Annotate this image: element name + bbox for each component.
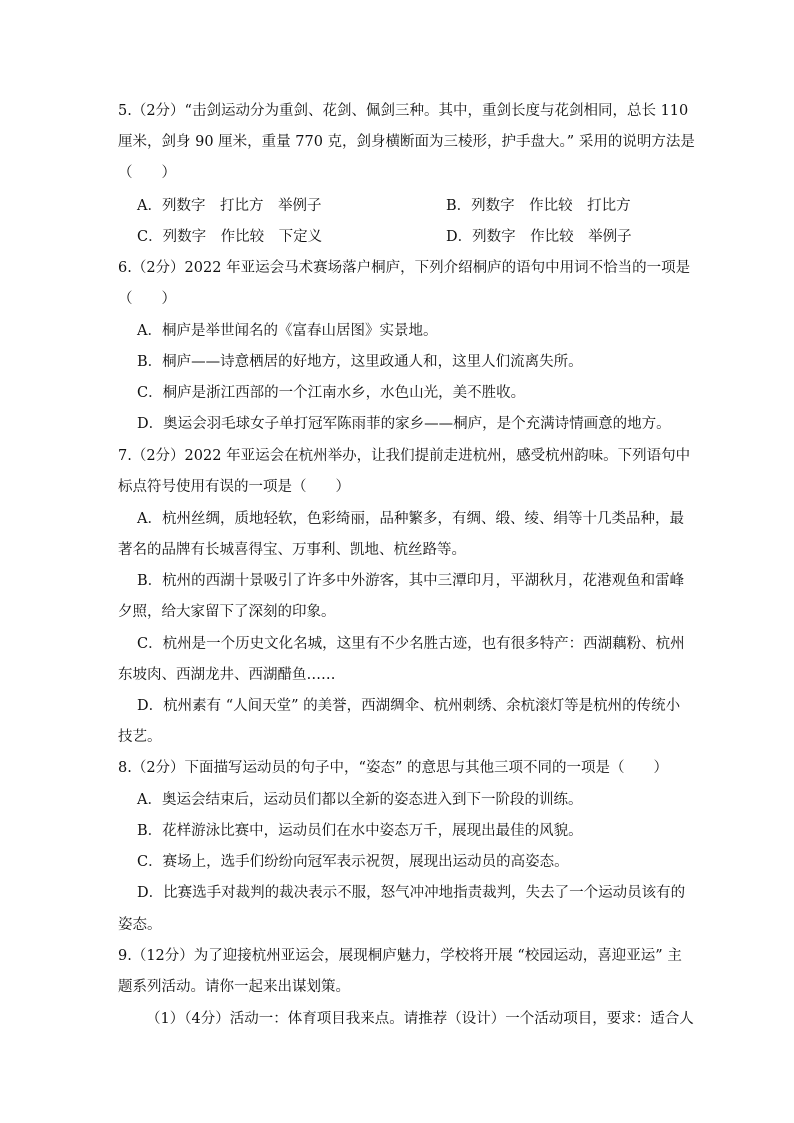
q8-option-a: A．奥运会结束后，运动员们都以全新的姿态进入到下一阶段的训练。 (137, 792, 583, 808)
q5-option-d: D．列数字 作比较 举例子 (446, 229, 632, 245)
q6-option-a: A．桐庐是举世闻名的《富春山居图》实景地。 (137, 323, 438, 339)
q7-option-a-line-1: A．杭州丝绸，质地轻软，色彩绮丽，品种繁多，有绸、缎、绫、绢等十几类品种，最 (137, 511, 684, 527)
q7-option-b-line-1: B．杭州的西湖十景吸引了许多中外游客，其中三潭印月，平湖秋月，花港观鱼和雷峰 (137, 573, 685, 589)
q7-option-c-line-1: C．杭州是一个历史文化名城，这里有不少名胜古迹，也有很多特产：西湖藕粉、杭州 (137, 636, 685, 652)
q6-option-c: C．桐庐是浙江西部的一个江南水乡，水色山光，美不胜收。 (137, 385, 526, 401)
q7-option-b-line-2: 夕照，给大家留下了深刻的印象。 (118, 604, 336, 620)
q8-option-b: B．花样游泳比赛中，运动员们在水中姿态万千，展现出最佳的风貌。 (137, 823, 583, 839)
q5-option-a: A．列数字 打比方 举例子 (137, 198, 322, 214)
q5-stem-line-1: 5.（2分）“击剑运动分为重剑、花剑、佩剑三种。其中，重剑长度与花剑相同，总长 110 (118, 103, 689, 119)
q8-option-d-line-1: D．比赛选手对裁判的裁决表示不服，怒气冲冲地指责裁判，失去了一个运动员该有的 (137, 885, 686, 901)
q5-stem-line-2: 厘米，剑身 90 厘米，重量 770 克，剑身横断面为三棱形，护手盘大。” 采用的说明方法是 (118, 134, 695, 150)
q7-stem-line-1: 7.（2分）2022 年亚运会在杭州举办，让我们提前走进杭州，感受杭州韵味。下列语句中 (118, 448, 691, 464)
q8-option-d-line-2: 姿态。 (118, 917, 162, 933)
q5-answer-blank: （ ） (118, 165, 176, 181)
q8-stem-line-1: 8.（2分）下面描写运动员的句子中，“姿态” 的意思与其他三项不同的一项是（ ） (118, 760, 668, 776)
q9-stem-line-1: 9.（12分）为了迎接杭州亚运会，展现桐庐魅力，学校将开展 “校园运动，喜迎亚运” 主 (118, 948, 682, 964)
q6-option-b: B．桐庐——诗意栖居的好地方，这里政通人和，这里人们流离失所。 (137, 354, 583, 370)
q9-subquestion-1: （1）（4分）活动一：体育项目我来点。请推荐（设计）一个活动项目，要求：适合人 (146, 1011, 694, 1027)
q7-option-a-line-2: 著名的品牌有长城喜得宝、万事利、凯地、杭丝路等。 (118, 542, 466, 558)
q7-stem-line-2: 标点符号使用有误的一项是（ ） (118, 479, 350, 495)
q6-stem-line-1: 6.（2分）2022 年亚运会马术赛场落户桐庐，下列介绍桐庐的语句中用词不恰当的一项是 (118, 260, 691, 276)
q6-option-d: D．奥运会羽毛球女子单打冠军陈雨菲的家乡——桐庐，是个充满诗情画意的地方。 (137, 416, 671, 432)
q6-answer-blank: （ ） (118, 291, 176, 307)
q9-stem-line-2: 题系列活动。请你一起来出谋划策。 (118, 979, 350, 995)
q5-option-b: B．列数字 作比较 打比方 (446, 198, 631, 214)
q8-option-c: C．赛场上，选手们纷纷向冠军表示祝贺，展现出运动员的高姿态。 (137, 854, 569, 870)
q5-option-c: C．列数字 作比较 下定义 (137, 229, 323, 245)
q7-option-d-line-1: D．杭州素有 “人间天堂” 的美誉，西湖绸伞、杭州刺绣、余杭滚灯等是杭州的传统小 (137, 698, 681, 714)
q7-option-c-line-2: 东坡肉、西湖龙井、西湖醋鱼…… (118, 667, 336, 683)
q7-option-d-line-2: 技艺。 (118, 729, 162, 745)
